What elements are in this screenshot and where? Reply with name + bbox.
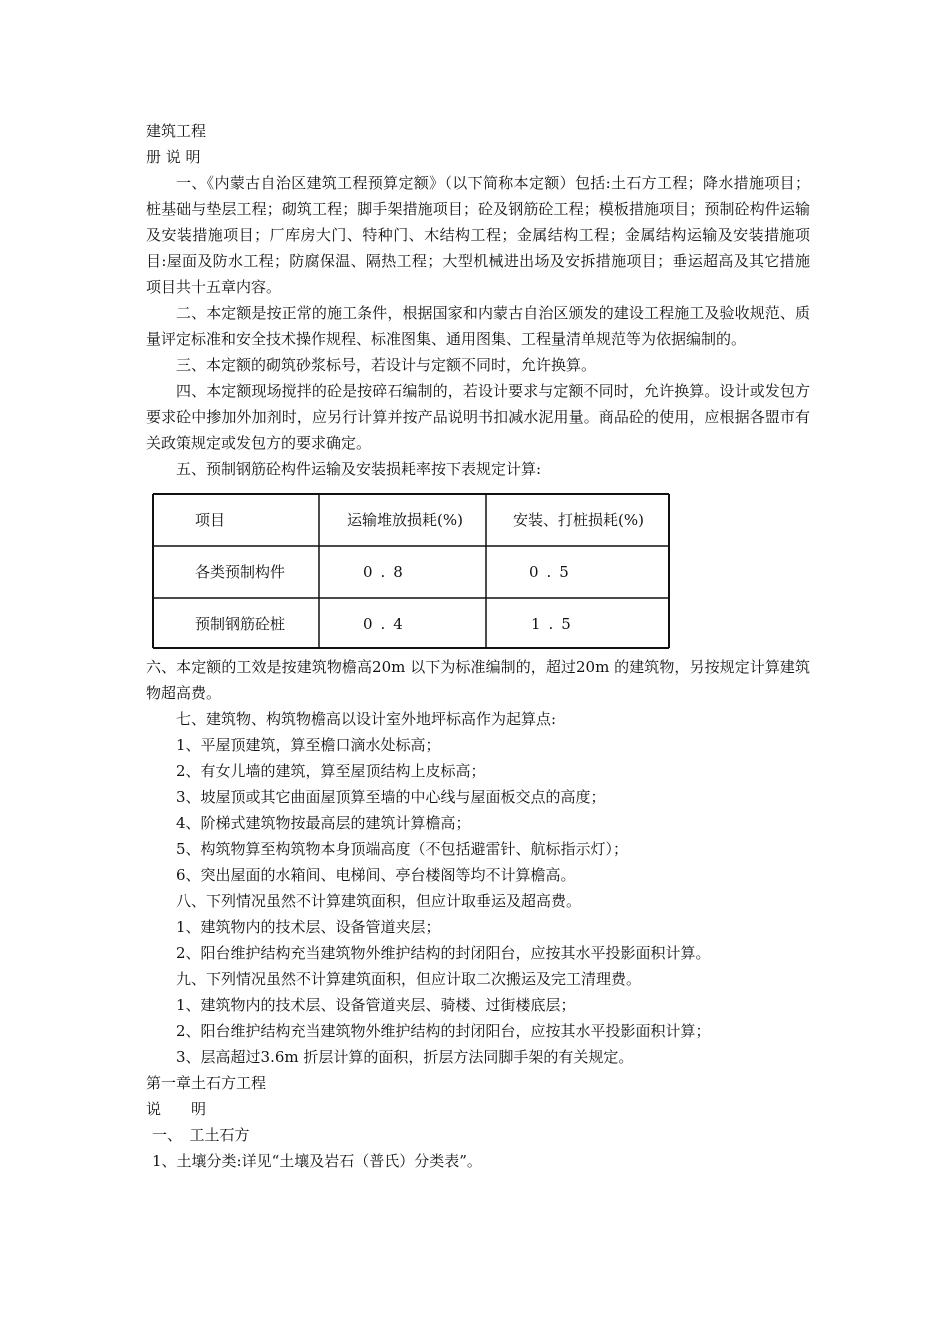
- chapter-subtitle: 说 明: [146, 1100, 207, 1118]
- table-cell-row1-install: 0.5: [529, 563, 577, 581]
- paragraph-two: 二、本定额是按正常的施工条件，根据国家和内蒙古自治区颁发的建设工程施工及验收规范、质量评定标准和安全技术操作规程、标准图集、通用图集、工程量清单规范等为依据编制的。: [146, 304, 810, 348]
- table-cell-row2-item: 预制钢筋砼桩: [195, 615, 286, 633]
- loss-rate-table: [151, 490, 671, 650]
- clause-seven-item-3: 3、坡屋顶或其它曲面屋顶算至墙的中心线与屋面板交点的高度；: [176, 788, 606, 806]
- clause-nine: 九、下列情况虽然不计算建筑面积，但应计取二次搬运及完工清理费。: [176, 970, 642, 988]
- paragraph-six: 六、本定额的工效是按建筑物檐高20m 以下为标准编制的，超过20m 的建筑物，另按规定计算建筑物超高费。: [146, 658, 810, 702]
- table-cell-row2-transport: 0.4: [363, 615, 411, 633]
- clause-seven-item-4: 4、阶梯式建筑物按最高层的建筑计算檐高；: [176, 814, 471, 832]
- doc-title: 建筑工程: [146, 122, 207, 140]
- table-cell-row1-item: 各类预制构件: [195, 563, 286, 581]
- clause-nine-item-3: 3、层高超过3.6m 折层计算的面积，折层方法同脚手架的有关规定。: [176, 1048, 634, 1066]
- table-cell-row1-transport: 0.8: [363, 563, 411, 581]
- clause-seven-item-1: 1、平屋顶建筑，算至檐口滴水处标高；: [176, 736, 441, 754]
- paragraph-four: 四、本定额现场搅拌的砼是按碎石编制的，若设计要求与定额不同时，允许换算。设计或发包方要求砼中掺加外加剂时，应另行计算并按产品说明书扣减水泥用量。商品砼的使用，应根据各盟市有关政策规定或发包方的要求确定。: [146, 382, 810, 452]
- paragraph-one: 一、《内蒙古自治区建筑工程预算定额》（以下简称本定额）包括:土石方工程；降水措施项目；桩基础与垫层工程；砌筑工程；脚手架措施项目；砼及钢筋砼工程；模板措施项目；预制砼构件运输及安装措施项目；厂库房大门、特种门、木结构工程；金属结构工程；金属结构运输及安装措施项目:屋面及防水工程；防腐保温、隔热工程；大型机械进出场及安拆措施项目；垂运超高及其它措施项目共十五章内容。: [146, 174, 810, 296]
- section-one-heading: 一、 工土石方: [152, 1126, 250, 1144]
- table-header-install: 安装、打桩损耗(%): [513, 511, 644, 529]
- clause-seven-item-6: 6、突出屋面的水箱间、电梯间、亭台楼阁等均不计算檐高。: [176, 866, 576, 884]
- paragraph-five: 五、预制钢筋砼构件运输及安装损耗率按下表规定计算:: [176, 460, 542, 478]
- doc-subtitle: 册 说 明: [146, 148, 201, 166]
- clause-nine-item-1: 1、建筑物内的技术层、设备管道夹层、骑楼、过街楼底层；: [176, 996, 576, 1014]
- document-page: [146, 118, 810, 1174]
- table-header-transport: 运输堆放损耗(%): [347, 511, 463, 529]
- section-one-item-1: 1、土壤分类:详见“土壤及岩石（普氏）分类表”。: [152, 1152, 482, 1170]
- chapter-title: 第一章土石方工程: [146, 1074, 267, 1092]
- paragraph-three: 三、本定额的砌筑砂浆标号，若设计与定额不同时，允许换算。: [176, 356, 597, 374]
- clause-seven-item-2: 2、有女儿墙的建筑，算至屋顶结构上皮标高；: [176, 762, 486, 780]
- table-header-item: 项目: [195, 511, 226, 529]
- clause-eight: 八、下列情况虽然不计算建筑面积，但应计取垂运及超高费。: [176, 892, 582, 910]
- clause-seven: 七、建筑物、构筑物檐高以设计室外地坪标高作为起算点:: [176, 710, 557, 728]
- clause-nine-item-2: 2、阳台维护结构充当建筑物外维护结构的封闭阳台，应按其水平投影面积计算；: [176, 1022, 711, 1040]
- clause-seven-item-5: 5、构筑物算至构筑物本身顶端高度（不包括避雷针、航标指示灯）；: [176, 840, 629, 858]
- clause-eight-item-2: 2、阳台维护结构充当建筑物外维护结构的封闭阳台，应按其水平投影面积计算。: [176, 944, 711, 962]
- clause-eight-item-1: 1、建筑物内的技术层、设备管道夹层；: [176, 918, 441, 936]
- table-cell-row2-install: 1.5: [531, 615, 579, 633]
